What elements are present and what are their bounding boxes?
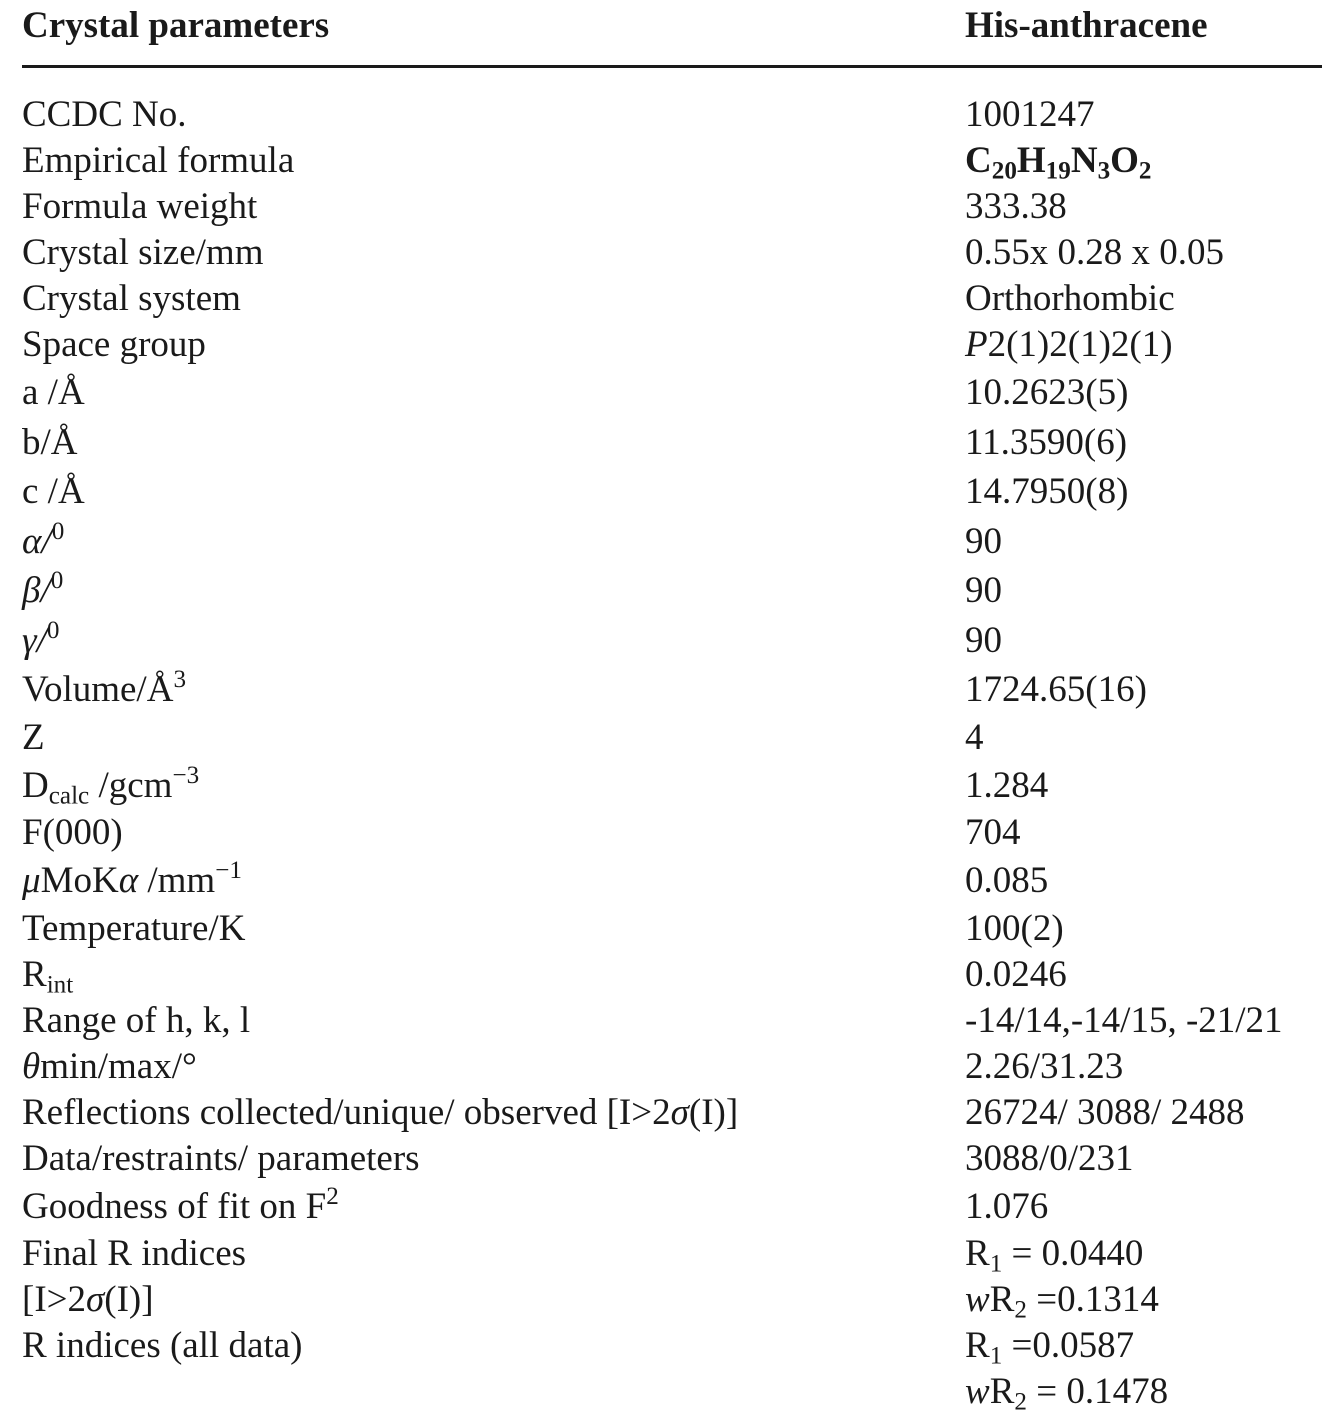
row-label: CCDC No.	[22, 94, 187, 135]
row-label: c /Å	[22, 471, 85, 512]
table-row	[22, 566, 1322, 616]
table-row	[22, 1231, 1322, 1277]
row-value: -14/14,-14/15, -21/21	[965, 999, 1283, 1041]
row-value: 704	[965, 812, 1021, 853]
header-param-title: Crystal parameters	[22, 5, 330, 46]
table-row	[22, 1044, 1322, 1090]
row-label: F(000)	[22, 812, 123, 853]
row-label: β/$^0$	[22, 567, 64, 611]
table-row	[22, 184, 1322, 230]
row-label: $D_{calc}$ /gcm$^{-3}$	[22, 761, 200, 809]
row-label: Crystal system	[22, 278, 241, 319]
table-row	[22, 1323, 1322, 1369]
row-label: θmin/max/°	[22, 1045, 197, 1087]
table-row	[22, 467, 1322, 517]
row-label: Goodness of fit on $F^2$	[22, 1182, 339, 1227]
row-label: Empirical formula	[22, 140, 295, 181]
table-row	[22, 92, 1322, 138]
row-label: a /Å	[22, 372, 85, 413]
row-value: $wR_2 =0.1314$	[965, 1279, 1159, 1324]
row-value: $wR_2 = 0.1478$	[965, 1371, 1169, 1416]
row-value: 100(2)	[965, 907, 1064, 949]
header-rule	[22, 65, 1322, 68]
table-row	[22, 1182, 1322, 1232]
row-label: Crystal size/mm	[22, 232, 264, 273]
row-value: 10.2623(5)	[965, 372, 1129, 413]
table-row	[22, 616, 1322, 666]
row-label: Data/restraints/ parameters	[22, 1137, 420, 1179]
crystal-data-table	[22, 0, 1322, 1416]
row-label: μMoKα $/mm^{-1}$	[22, 857, 242, 901]
table-row	[22, 276, 1322, 322]
row-value: 90	[965, 619, 1002, 661]
row-label: Reflections collected/unique/ observed [I>2σ(I)]	[22, 1091, 739, 1133]
row-value: 0.0246	[965, 953, 1067, 995]
row-value: 90	[965, 520, 1002, 562]
row-label: Final R indices	[22, 1233, 247, 1274]
row-value: P2(1)2(1)2(1)	[965, 324, 1173, 365]
row-label: b/Å	[22, 421, 78, 463]
table-header	[22, 0, 1322, 66]
row-value: 2.26/31.23	[965, 1045, 1124, 1087]
table-row	[22, 906, 1322, 952]
row-value: 1001247	[965, 94, 1095, 135]
row-label: Range of h, k, l	[22, 999, 251, 1041]
table-row	[22, 1277, 1322, 1323]
row-value: $R_1 =0.0587$	[965, 1325, 1135, 1370]
row-value: 1.284	[965, 764, 1049, 806]
row-label: α/$^0$	[22, 517, 65, 562]
table-row	[22, 368, 1322, 418]
table-row	[22, 418, 1322, 468]
row-label: [I>2σ(I)]	[22, 1279, 154, 1320]
table-row	[22, 856, 1322, 906]
row-value: $R_1 = 0.0440$	[965, 1233, 1144, 1278]
row-value: 3088/0/231	[965, 1137, 1134, 1179]
row-value: 11.3590(6)	[965, 421, 1128, 463]
table-body	[22, 92, 1322, 1415]
row-value-formula: $C_{20}H_{19}N_3O_2$	[965, 140, 1152, 185]
row-label: Volume/$Å^3$	[22, 666, 187, 710]
table-row	[22, 1090, 1322, 1136]
row-value: 0.085	[965, 860, 1049, 901]
table-row	[22, 1136, 1322, 1182]
row-value: 1724.65(16)	[965, 669, 1147, 710]
table-row	[22, 138, 1322, 184]
table-row	[22, 665, 1322, 715]
row-label: γ/$^0$	[22, 616, 60, 661]
table-row	[22, 1369, 1322, 1415]
table-row	[22, 761, 1322, 811]
row-value: 26724/ 3088/ 2488	[965, 1091, 1245, 1133]
table-row	[22, 952, 1322, 998]
row-label: R indices (all data)	[22, 1325, 303, 1366]
table-row	[22, 230, 1322, 276]
row-value: 4	[965, 716, 984, 758]
table-row	[22, 517, 1322, 567]
row-value: 90	[965, 570, 1002, 611]
row-label: $R_{int}$	[22, 953, 74, 998]
row-value: Orthorhombic	[965, 278, 1175, 319]
table-row	[22, 810, 1322, 856]
table-row	[22, 322, 1322, 368]
row-value: 0.55x 0.28 x 0.05	[965, 232, 1224, 273]
header-value-title: His-anthracene	[965, 5, 1208, 46]
row-label: Space group	[22, 324, 206, 365]
table-row	[22, 715, 1322, 761]
row-value: 1.076	[965, 1185, 1049, 1227]
row-label: Z	[22, 716, 45, 758]
row-value: 14.7950(8)	[965, 471, 1129, 512]
row-value: 333.38	[965, 186, 1067, 227]
table-row	[22, 998, 1322, 1044]
row-label: Formula weight	[22, 186, 258, 227]
row-label: Temperature/K	[22, 907, 246, 949]
